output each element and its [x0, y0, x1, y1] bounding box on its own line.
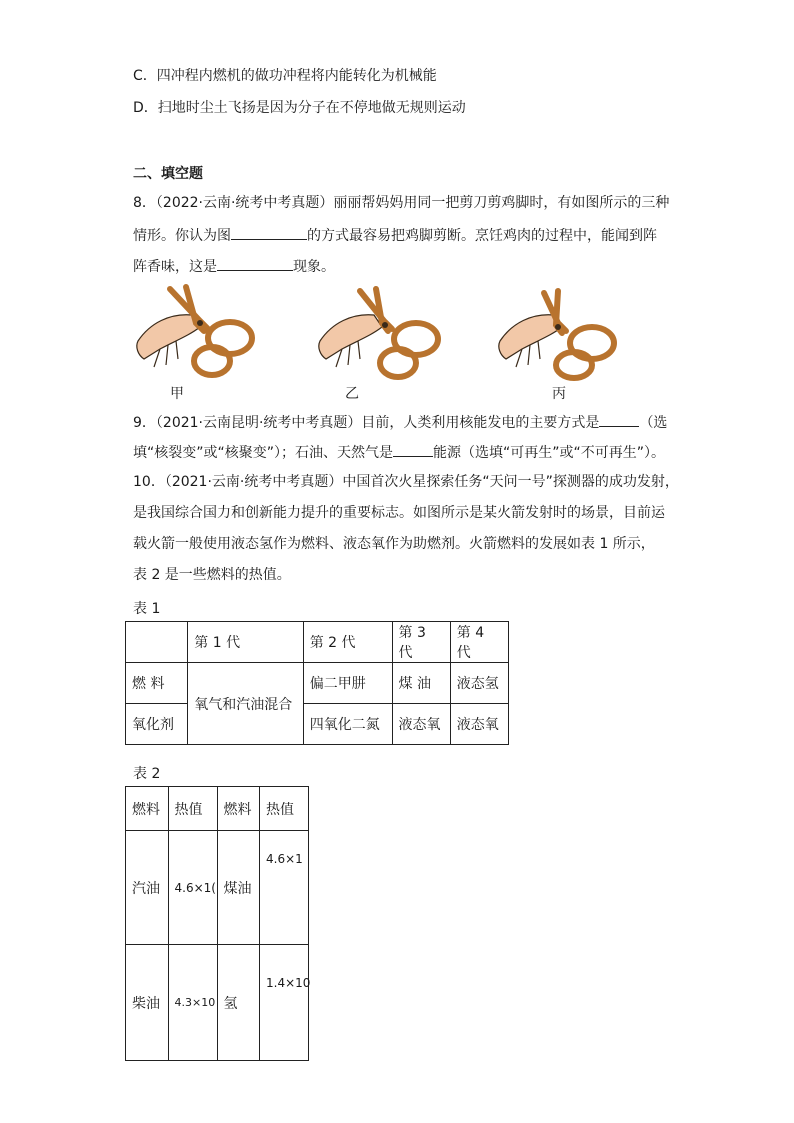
table-cell: 第 1 代 [188, 622, 303, 663]
q8-line3-start: 阵香味，这是 [133, 259, 217, 275]
table-row [126, 663, 509, 704]
table-cell: 液态氧 [392, 704, 450, 745]
table2-label: 表 2 [133, 766, 161, 782]
q8-line1: 8．（2022·云南·统考中考真题）丽丽帮妈妈用同一把剪刀剪鸡脚时，有如图所示的三种 [133, 195, 670, 211]
caption-bing: 丙 [552, 386, 566, 402]
heat-value: 4.6×1( [174, 880, 216, 895]
table-cell [126, 622, 188, 663]
q9-line2-start: 填“核裂变”或“核聚变”）；石油、天然气是 [133, 445, 394, 461]
table-cell: 第 2 代 [303, 622, 392, 663]
q9-line1-start: 9．（2021·云南昆明·统考中考真题）目前，人类利用核能发电的主要方式是 [133, 415, 600, 431]
caption-yi: 乙 [345, 386, 359, 402]
table-cell: 热值 [260, 787, 309, 831]
table-1 [125, 621, 509, 745]
q10-line3: 载火箭一般使用液态氢作为燃料、液态氧作为助燃剂。火箭燃料的发展如表 1 所示， [133, 536, 655, 552]
table-cell: 煤油 [217, 831, 260, 945]
table-cell [168, 945, 217, 1061]
answer-blank[interactable] [217, 256, 293, 271]
table-cell: 液态氧 [450, 704, 508, 745]
table-row [126, 622, 509, 663]
q9-line2-end: 能源（选填“可再生”或“不可再生”）。 [433, 445, 666, 461]
table-2 [125, 786, 309, 1061]
table-cell-merged: 氧气和汽油混合 [188, 663, 303, 745]
q9-line2 [133, 442, 665, 462]
heat-value: 1.4×10 [266, 975, 311, 990]
answer-blank[interactable] [599, 412, 639, 427]
table-cell: 液态氢 [450, 663, 508, 704]
scissors-figure-yi [312, 283, 442, 381]
table-row [126, 704, 509, 745]
table-cell: 燃料 [217, 787, 260, 831]
q8-line3-end: 现象。 [293, 259, 335, 275]
q10-line2: 是我国综合国力和创新能力提升的重要标志。如图所示是某火箭发射时的场景，目前运 [133, 505, 665, 521]
q8-line2-start: 情形。你认为图 [133, 228, 231, 244]
table-row [126, 945, 309, 1061]
table-cell [260, 831, 309, 945]
option-d: D．扫地时尘土飞扬是因为分子在不停地做无规则运动 [133, 100, 466, 116]
table-cell: 四氧化二氮 [303, 704, 392, 745]
table-cell: 煤 油 [392, 663, 450, 704]
option-c: C．四冲程内燃机的做功冲程将内能转化为机械能 [133, 68, 437, 84]
table-cell: 燃 料 [126, 663, 188, 704]
table-cell: 氧化剂 [126, 704, 188, 745]
q10-line4: 表 2 是一些燃料的热值。 [133, 567, 291, 583]
table-cell: 第 4 代 [450, 622, 508, 663]
q10-line1: 10．（2021·云南·统考中考真题）中国首次火星探索任务“天问一号”探测器的成功发射， [133, 474, 679, 490]
table-cell: 氢 [217, 945, 260, 1061]
q8-line2-end: 的方式最容易把鸡脚剪断。烹饪鸡肉的过程中，能闻到阵 [307, 228, 657, 244]
table-cell: 热值 [168, 787, 217, 831]
q8-line2 [133, 225, 657, 245]
heat-value: 4.3×10 [174, 996, 216, 1010]
scissors-figure-bing [492, 283, 622, 381]
table-cell: 燃料 [126, 787, 169, 831]
heat-value: 4.6×1 [266, 851, 303, 866]
section-title: 二、填空题 [133, 166, 203, 182]
q8-line3 [133, 256, 335, 276]
table-cell: 柴油 [126, 945, 169, 1061]
table-cell: 偏二甲肼 [303, 663, 392, 704]
table-cell [260, 945, 309, 1061]
caption-jia: 甲 [170, 386, 184, 402]
table-cell [168, 831, 217, 945]
table-cell: 第 3 代 [392, 622, 450, 663]
table-cell: 汽油 [126, 831, 169, 945]
answer-blank[interactable] [231, 225, 307, 240]
answer-blank[interactable] [393, 442, 433, 457]
table1-label: 表 1 [133, 601, 161, 617]
q9-line1 [133, 412, 667, 432]
table-row [126, 831, 309, 945]
scissors-figure-jia [130, 283, 260, 381]
table-row [126, 787, 309, 831]
q9-line1-end: （选 [639, 415, 668, 431]
